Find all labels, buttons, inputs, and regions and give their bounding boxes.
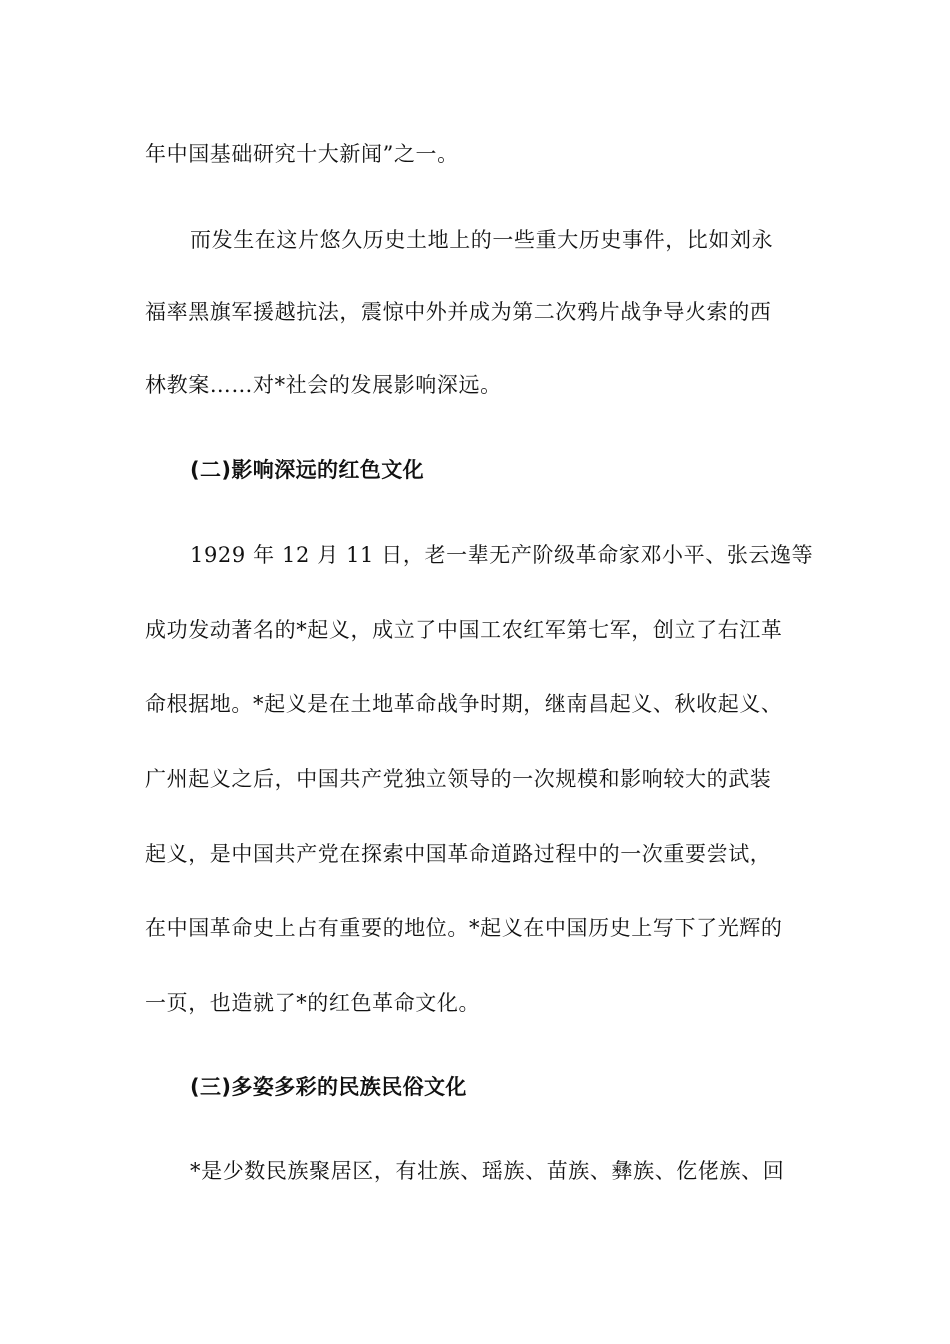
paragraph-line: 起义，是中国共产党在探索中国革命道路过程中的一次重要尝试，: [145, 842, 772, 866]
paragraph-line: 命根据地。*起义是在土地革命战争时期，继南昌起义、秋收起义、: [145, 692, 783, 716]
paragraph-line: *是少数民族聚居区，有壮族、瑶族、苗族、彝族、仡佬族、回: [190, 1159, 785, 1183]
paragraph-line: 林教案……对*社会的发展影响深远。: [145, 373, 502, 397]
paragraph-line: 福率黑旗军援越抗法，震惊中外并成为第二次鸦片战争导火索的西: [145, 300, 772, 324]
section-heading: (二)影响深远的红色文化: [190, 458, 424, 482]
paragraph-line: 一页，也造就了*的红色革命文化。: [145, 991, 481, 1015]
section-heading: (三)多姿多彩的民族民俗文化: [190, 1075, 467, 1099]
paragraph-line: 成功发动著名的*起义，成立了中国工农红军第七军，创立了右江革: [145, 618, 783, 642]
paragraph-line: 而发生在这片悠久历史土地上的一些重大历史事件，比如刘永: [190, 228, 774, 252]
paragraph-line: 在中国革命史上占有重要的地位。*起义在中国历史上写下了光辉的: [145, 916, 783, 940]
paragraph-line: 1929 年 12 月 11 日，老一辈无产阶级革命家邓小平、张云逸等: [190, 543, 814, 567]
paragraph-line: 年中国基础研究十大新闻”之一。: [145, 142, 459, 166]
paragraph-line: 广州起义之后，中国共产党独立领导的一次规模和影响较大的武装: [145, 767, 772, 791]
